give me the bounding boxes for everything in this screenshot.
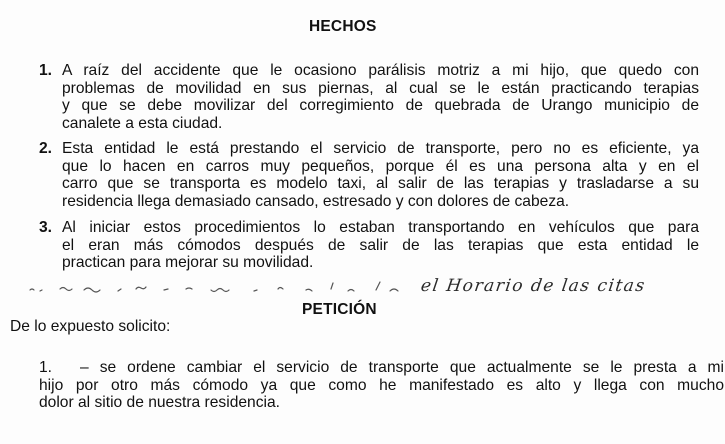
text-line: hijo por otro más cómodo ya que como he manifestado es alto y llega con mucho [39, 376, 724, 394]
handwriting-text: el Horario de las citas [419, 276, 648, 296]
hecho-text [62, 219, 699, 272]
hecho-text [62, 62, 699, 132]
hecho-text [62, 140, 699, 210]
text-line: canalete a esta ciudad. [62, 114, 223, 132]
text-line: Esta entidad le está prestando el servicio de transporte, pero no es eficiente, ya [62, 140, 699, 157]
peticion-text [39, 359, 724, 412]
text-line: que lo hacen en carros muy pequeños, porque él es una persona alta y en el [62, 157, 699, 175]
hechos-heading: HECHOS [309, 18, 377, 35]
peticion-intro: De lo expuesto solicito: [10, 318, 171, 335]
hecho-number: 3. [39, 219, 53, 236]
hecho-number: 1. [39, 62, 53, 79]
text-line: problemas de movilidad en sus piernas, al cual se le están practicando terapias [62, 79, 699, 97]
peticion-heading: PETICIÓN [302, 301, 377, 318]
text-line: practican para mejorar su movilidad. [62, 254, 314, 272]
peticion-number: 1. [39, 359, 53, 376]
text-line: y que se debe movilizar del corregimiento de quebrada de Urango municipio de [62, 97, 699, 115]
text-line: el eran más cómodos después de salir de las terapias que esta entidad le [62, 236, 699, 254]
text-line: residencia llega demasiado cansado, estresado y con dolores de cabeza. [62, 192, 570, 210]
text-line: A raíz del accidente que le ocasiono parálisis motriz a mi hijo, que quedo con [62, 62, 699, 79]
text-line: Al iniciar estos procedimientos lo estaban transportando en vehículos que para [62, 219, 699, 236]
handwritten-annotation [26, 272, 696, 298]
hecho-number: 2. [39, 140, 53, 157]
text-line: – se ordene cambiar el servicio de transporte que actualmente se le presta a mi [80, 359, 724, 376]
text-line: dolor al sitio de nuestra residencia. [39, 394, 280, 412]
text-line: carro que se transporta es modelo taxi, al salir de las terapias y trasladarse a su [62, 175, 699, 193]
